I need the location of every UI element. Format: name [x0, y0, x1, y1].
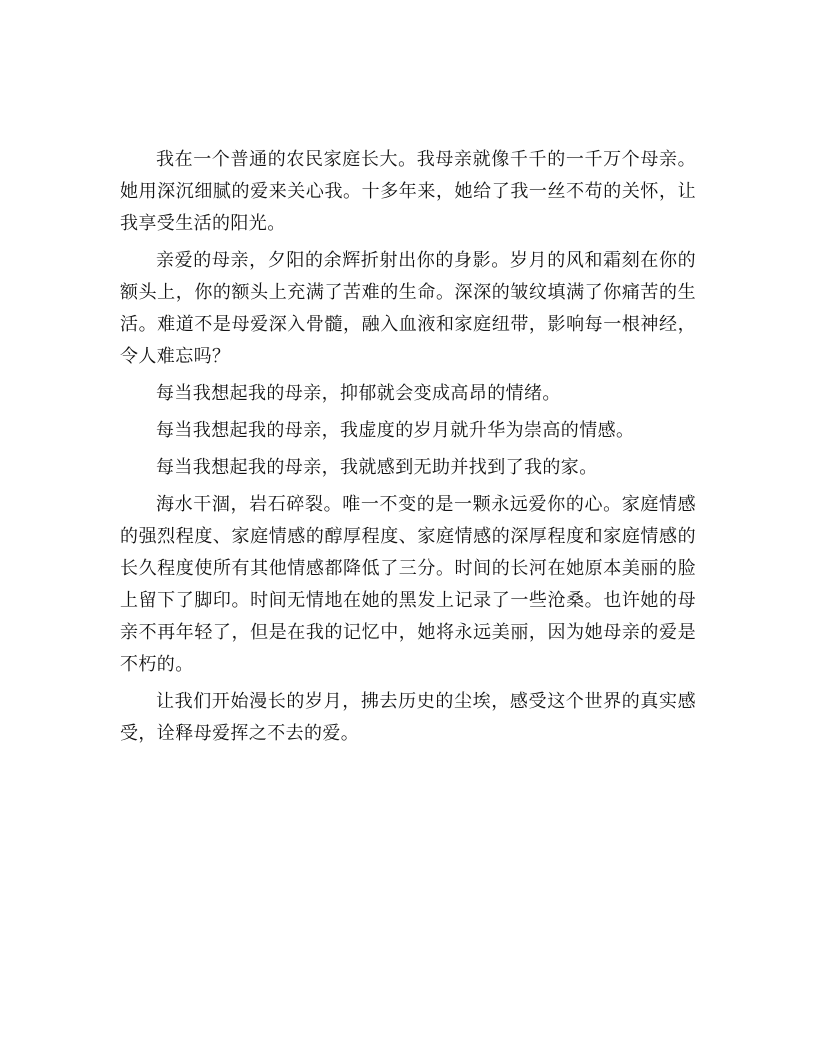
- document-body: [120, 144, 696, 755]
- paragraph-4: 每当我想起我的母亲，我虚度的岁月就升华为崇高的情感。: [156, 420, 635, 441]
- paragraph-7: 让我们开始漫长的岁月，拂去历史的尘埃，感受这个世界的真实感受，诠释母爱挥之不去的爱。: [120, 691, 696, 744]
- paragraph-3: 每当我想起我的母亲，抑郁就会变成高昂的情绪。: [156, 383, 561, 404]
- paragraph-1: 我在一个普通的农民家庭长大。我母亲就像千千的一千万个母亲。她用深沉细腻的爱来关心我。十多年来，她给了我一丝不苟的关怀，让我享受生活的阳光。: [120, 149, 696, 234]
- paragraph-2: 亲爱的母亲，夕阳的余辉折射出你的身影。岁月的风和霜刻在你的额头上，你的额头上充满了苦难的生命。深深的皱纹填满了你痛苦的生活。难道不是母爱深入骨髓，融入血液和家庭纽带，影响每一根神经，令人难忘吗？: [120, 250, 696, 367]
- paragraph-6: 海水干涸，岩石碎裂。唯一不变的是一颗永远爱你的心。家庭情感的强烈程度、家庭情感的醇厚程度、家庭情感的深厚程度和家庭情感的长久程度使所有其他情感都降低了三分。时间的长河在她原本美丽的脸上留下了脚印。时间无情地在她的黑发上记录了一些沧桑。也许她的母亲不再年轻了，但是在我的记忆中，她将永远美丽，因为她母亲的爱是不朽的。: [120, 494, 696, 675]
- paragraph-5: 每当我想起我的母亲，我就感到无助并找到了我的家。: [156, 457, 598, 478]
